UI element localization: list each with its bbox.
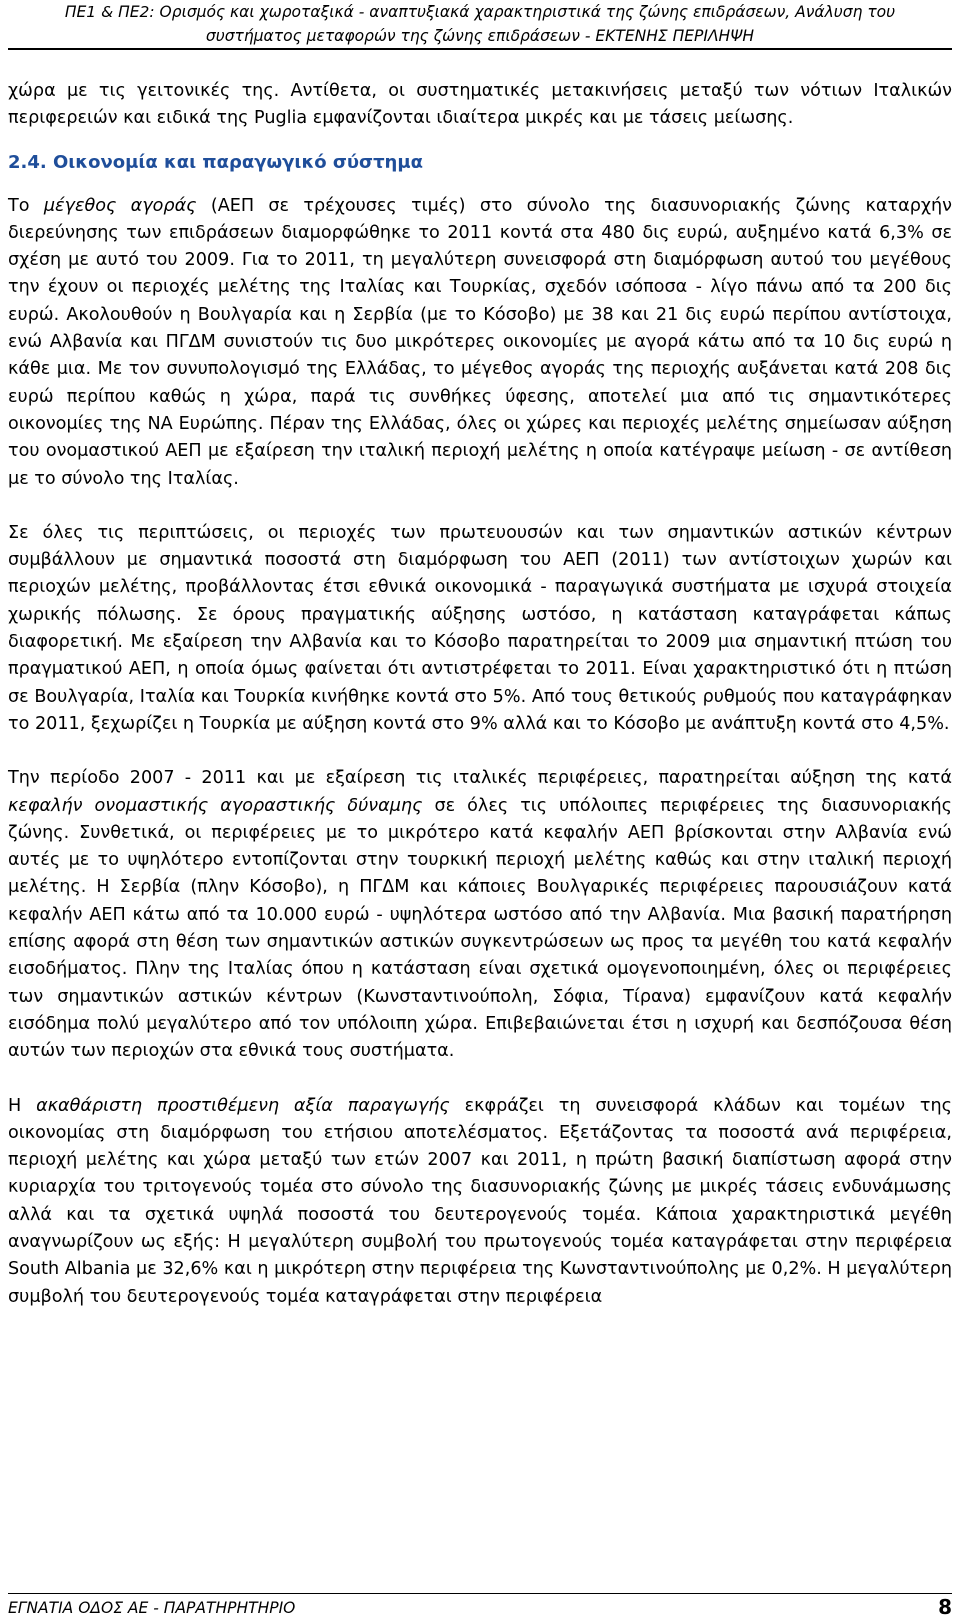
emphasis-term: κεφαλήν ονομαστικής αγοραστικής δύναμης	[8, 795, 423, 816]
header-line-1: ΠΕ1 & ΠΕ2: Ορισμός και χωροταξικά - αναπτυξιακά χαρακτηριστικά της ζώνης επιδράσεων, Ανάλυση του	[64, 3, 896, 21]
paragraph-capitals-gdp: Σε όλες τις περιπτώσεις, οι περιοχές των πρωτευουσών και των σημαντικών αστικών κέντρων συμβάλλουν με σημαντικά ποσοστά στη διαμόρφωση του ΑΕΠ (2011) των αντίστοιχων χωρών και περιοχών μελέτης, προβάλλοντας έτσι εθνικά οικονομικά - παραγωγικά συστήματα με ισχυρά στοιχεία χωρικής πόλωσης. Σε όρους πραγματικής αύξησης ωστόσο, η κατάσταση καταγράφεται κάπως διαφορετική. Με εξαίρεση την Αλβανία και το Κόσοβο παρατηρείται το 2009 μια σημαντική πτώση του πραγματικού ΑΕΠ, η οποία όμως φαίνεται ότι αντιστρέφεται το 2011. Είναι χαρακτηριστικό ότι η πτώση σε Βουλγαρία, Ιταλία και Τουρκία κινήθηκε κοντά στο 5%. Από τους θετικούς ρυθμούς που καταγράφηκαν το 2011, ξεχωρίζει η Τουρκία με αύξηση κοντά στο 9% αλλά και το Κόσοβο με ανάπτυξη κοντά στο 4,5%.	[8, 522, 952, 734]
text-run: (ΑΕΠ σε τρέχουσες τιμές) στο σύνολο της διασυνοριακής ζώνης καταρχήν διερεύνησης των επιδράσεων διαμορφώθηκε το 2011 κοντά στα 480 δις ευρώ, αυξημένο κατά 6,3% σε σχέση με αυτό του 2009. Για το 2011, τη μεγαλύτερη συνεισφορά στη διαμόρφωση αυτού του μεγέθους την έχουν οι περιοχές μελέτης της Ιταλίας και Τουρκίας, σχεδόν ισόποσα - λίγο πάνω από τα 200 δις ευρώ. Ακολουθούν η Βουλγαρία και η Σερβία (με το Κόσοβο) με 38 και 21 δις ευρώ περίπου αντίστοιχα, ενώ Αλβανία και ΠΓΔΜ συνιστούν τις δυο μικρότερες οικονομίες με αγορά κάτω από τα 10 δις ευρώ η κάθε μια. Με τον συνυπολογισμό της Ελλάδας, το μέγεθος αγοράς της περιοχής αυξάνεται κατά 208 δις ευρώ περίπου καθώς η χώρα, παρά τις συνθήκες ύφεσης, αποτελεί μια από τις σημαντικότερες οικονομίες της ΝΑ Ευρώπης. Πέραν της Ελλάδας, όλες οι χώρες και περιοχές μελέτης σημείωσαν αύξηση του ονομαστικού ΑΕΠ με εξαίρεση την ιταλική περιοχή μελέτης η οποία κατέγραψε μείωση - σε αντίθεση με το σύνολο της Ιταλίας.	[8, 195, 953, 489]
page-number: 8	[938, 1595, 952, 1619]
text-run: Το	[8, 195, 44, 216]
paragraph-purchasing-power	[8, 765, 952, 1065]
header-divider	[8, 48, 952, 50]
text-run: Η	[8, 1095, 37, 1116]
footer-divider	[8, 1593, 952, 1594]
header-line-2: συστήματος μεταφορών της ζώνης επιδράσεων - ΕΚΤΕΝΗΣ ΠΕΡΙΛΗΨΗ	[205, 27, 755, 45]
section-heading: 2.4. Οικονομία και παραγωγικό σύστημα	[8, 151, 423, 173]
footer-organization: ΕΓΝΑΤΙΑ ΟΔΟΣ ΑΕ - ΠΑΡΑΤΗΡΗΤΗΡΙΟ	[8, 1599, 296, 1617]
text-run: εκφράζει τη συνεισφορά κλάδων και τομέων της οικονομίας στη διαμόρφωση του ετήσιου αποτελέσματος. Εξετάζοντας τα ποσοστά ανά περιφέρεια, περιοχή μελέτης και χώρα μεταξύ των ετών 2007 και 2011, η πρώτη βασική διαπίστωση αφορά στην κυριαρχία του τριτογενούς τομέα στο σύνολο της διασυνοριακής ζώνης με μικρές τάσεις ενδυνάμωσης αλλά και τα σχετικά υψηλά ποσοστά του δευτερογενούς τομέα. Κάποια χαρακτηριστικά μεγέθη αναγνωρίζουν ως εξής: Η μεγαλύτερη συμβολή του πρωτογενούς τομέα καταγράφεται στην περιφέρεια South Albania με 32,6% και η μικρότερη στην περιφέρεια της Κωνσταντινούπολης με 0,2%. Η μεγαλύτερη συμβολή του δευτερογενούς τομέα καταγράφεται στην περιφέρεια	[8, 1095, 952, 1307]
paragraph-continuation: χώρα με τις γειτονικές της. Αντίθετα, οι συστηματικές μετακινήσεις μεταξύ των νότιων Ιταλικών περιφερειών και ειδικά της Puglia εμφανίζονται ιδιαίτερα μικρές και με τάσεις μείωσης.	[8, 81, 952, 129]
text-run: Την περίοδο 2007 - 2011 και με εξαίρεση τις ιταλικές περιφέρειες, παρατηρείται αύξηση της κατά	[8, 768, 952, 789]
page-header	[8, 0, 952, 48]
paragraph-market-size	[8, 193, 952, 493]
text-run: σε όλες τις υπόλοιπες περιφέρειες της διασυνοριακής ζώνης. Συνθετικά, οι περιφέρειες με το μικρότερο κατά κεφαλήν ΑΕΠ βρίσκονται στην Αλβανία ενώ αυτές με το υψηλότερο εντοπίζονται στην τουρκική περιοχή μελέτης καθώς και στην ιταλική περιοχή μελέτης. Η Σερβία (πλην Κόσοβο), η ΠΓΔΜ και κάποιες Βουλγαρικές περιφέρειες παρουσιάζουν κατά κεφαλήν ΑΕΠ κάτω από τα 10.000 ευρώ - υψηλότερα ωστόσο από την Αλβανία. Μια βασική παρατήρηση επίσης αφορά στη θέση των σημαντικών αστικών συγκεντρώσεων ως προς τα μεγέθη του κατά κεφαλήν εισοδήματος. Πλην της Ιταλίας όπου η κατάσταση είναι σχετικά ομογενοποιημένη, όλες οι περιφέρειες των σημαντικών αστικών κέντρων (Κωνσταντινούπολη, Σόφια, Τίρανα) εμφανίζουν κατά κεφαλήν εισόδημα πολύ μεγαλύτερο από τον υπόλοιπη χώρα. Επιβεβαιώνεται έτσι η ισχυρή και δεσπόζουσα θέση αυτών των περιοχών στα εθνικά τους συστήματα.	[8, 795, 952, 1062]
emphasis-term: μέγεθος αγοράς	[43, 195, 197, 216]
paragraph-gross-value-added	[8, 1093, 952, 1311]
document-body	[8, 78, 952, 1338]
emphasis-term: ακαθάριστη προστιθέμενη αξία παραγωγής	[36, 1095, 450, 1116]
